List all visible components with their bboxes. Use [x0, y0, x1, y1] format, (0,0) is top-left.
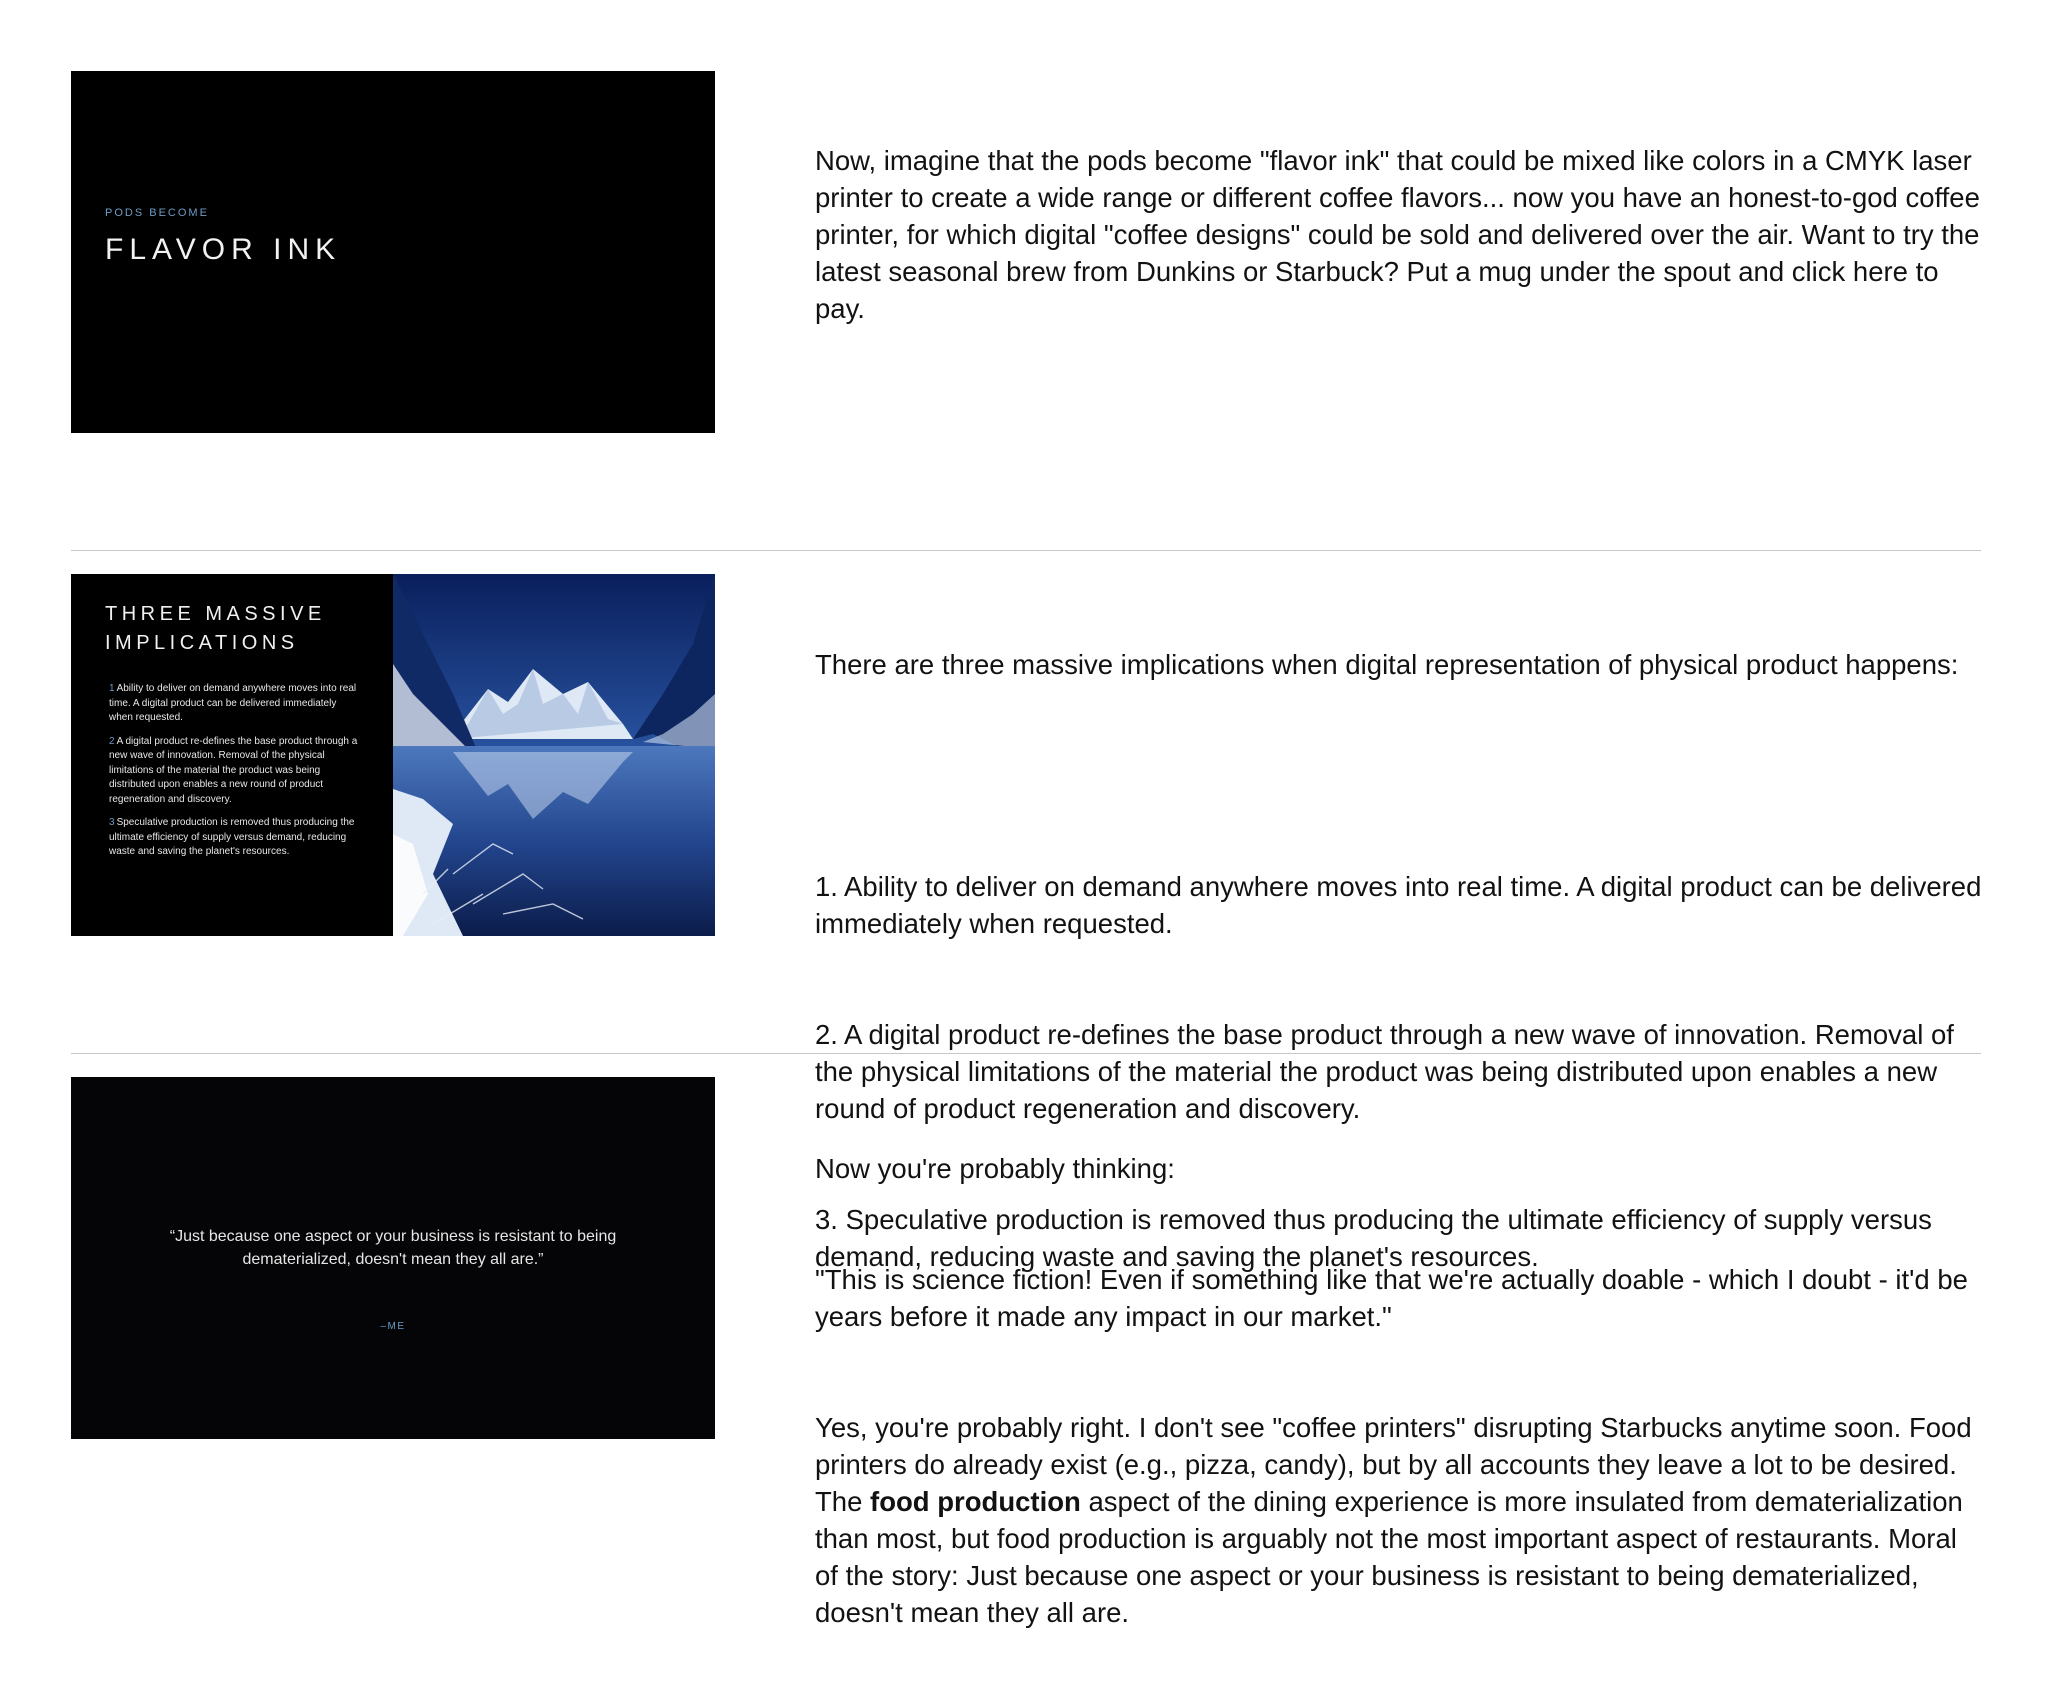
notes-point-2: 2. A digital product re-defines the base product through a new wave of innovation. Removal of the physical limitations of the material the product was being distributed upon enables a new round of product regeneration and discovery. [815, 1019, 1962, 1124]
row-divider [71, 550, 1981, 551]
notes-point-1: 1. Ability to deliver on demand anywhere moves into real time. A digital product can be delivered immediately when requested. [815, 871, 1990, 939]
speaker-notes [815, 1076, 1985, 1705]
slide-text-panel [71, 574, 393, 936]
slide-thumbnail-flavor-ink[interactable] [71, 71, 715, 433]
list-item [109, 816, 359, 860]
list-item-number: 3 [109, 817, 115, 828]
slide-title [105, 600, 326, 658]
slide-title: FLAVOR INK [105, 233, 342, 266]
list-item [109, 682, 359, 726]
list-item [109, 735, 359, 808]
slide-thumbnail-quote[interactable] [71, 1077, 715, 1439]
list-item-text: A digital product re-defines the base product through a new wave of innovation. Removal of the physical limitations of the material the product was being distributed upon enables a new round of product regeneration and discovery. [109, 735, 358, 805]
notes-paragraph: Now, imagine that the pods become "flavor ink" that could be mixed like colors in a CMYK laser printer to create a wide range or different coffee flavors... now you have an honest-to-god coffee printer, for which digital "coffee designs" could be sold and delivered over the air. Want to try the latest seasonal brew from Dunkins or Starbuck? Put a mug under the spout and click here to pay. [815, 145, 1988, 324]
slide-title-line-1: THREE MASSIVE [105, 603, 326, 625]
notes-line-1: Now you're probably thinking: [815, 1153, 1175, 1184]
speaker-notes [815, 68, 1988, 401]
slide-title-line-2: IMPLICATIONS [105, 632, 299, 654]
slide-kicker: PODS BECOME [105, 207, 209, 219]
slide-thumbnail-three-implications[interactable] [71, 574, 715, 936]
slide-attribution: –ME [380, 1321, 406, 1332]
notes-point-3: 3. Speculative production is removed thus producing the ultimate efficiency of supply versus demand, reducing waste and saving the planet's resources. [815, 1204, 1940, 1272]
notes-spacer [815, 757, 1985, 794]
notes-text: Yes, you're probably right. I don't see "coffee printers" disrupting Starbucks anytime soon. Food printers do already exist (e.g., pizza, candy), but by all accounts they leave a lot to be desired. The [815, 1412, 1980, 1517]
mountain-lake-photo [393, 574, 715, 936]
notes-line-3 [815, 1409, 1985, 1631]
row-divider [71, 1053, 1981, 1054]
list-item-number: 2 [109, 735, 115, 747]
slide-quote: “Just because one aspect or your business is resistant to being dematerialized, doesn't mean they all are.” [169, 1228, 617, 1268]
list-item-number: 1 [109, 683, 115, 694]
slide-implication-list [109, 682, 359, 869]
list-item-text: Ability to deliver on demand anywhere moves into real time. A digital product can be delivered immediately when requested. [109, 683, 357, 723]
notes-bold-text: food production [870, 1486, 1081, 1517]
notes-intro: There are three massive implications when digital representation of physical product happens: [815, 649, 1959, 680]
notes-text: aspect of the dining experience is more insulated from dematerialization than most, but food production is arguably not the most important aspect of restaurants. Moral of the story: Just because one aspect or your business is resistant to being dematerialized, doesn't mean they all are. [815, 1486, 1971, 1628]
list-item-text: Speculative production is removed thus producing the ultimate efficiency of supply versus demand, reducing waste and saving the planet's resources. [109, 817, 355, 857]
notes-line-2: "This is science fiction! Even if something like that we're actually doable - which I doubt - it'd be years before it made any impact in our market." [815, 1264, 1976, 1332]
